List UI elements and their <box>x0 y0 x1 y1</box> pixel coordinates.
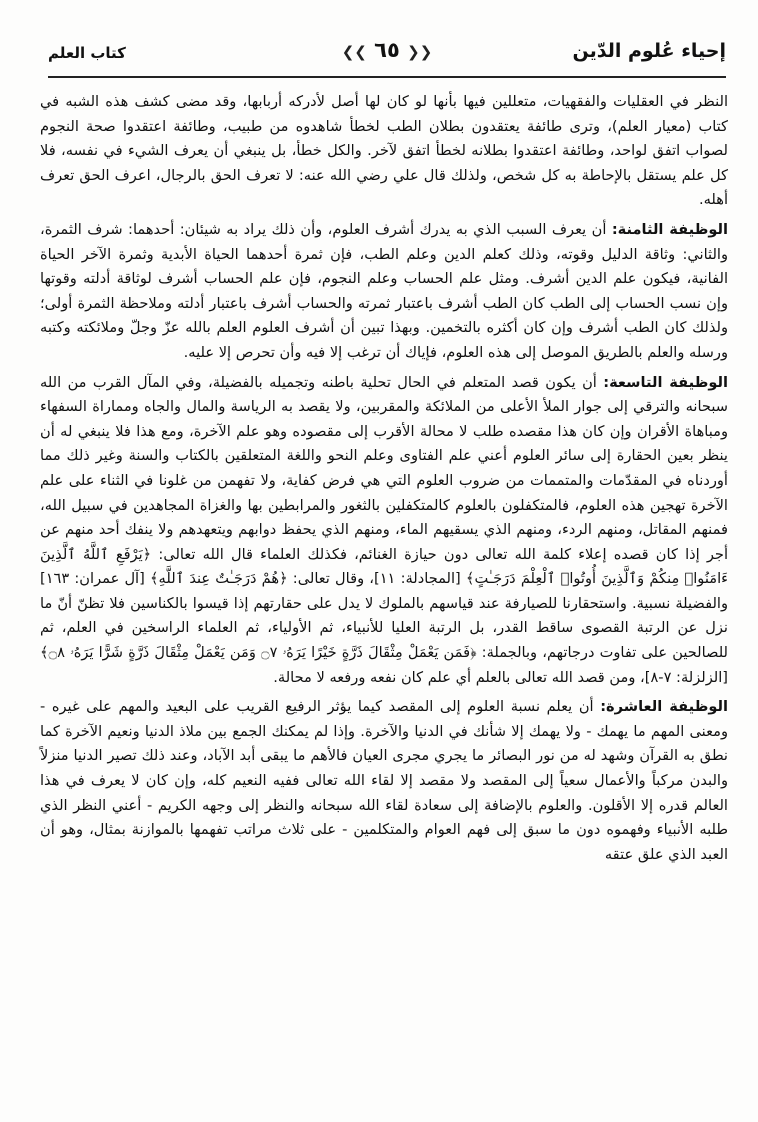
paragraph <box>40 695 728 867</box>
paragraph-text: أن يكون قصد المتعلم في الحال تحلية باطنه وتجميله بالفضيلة، وفي المآل القرب من الله سبحانه والترقي إلى جوار الملأ الأعلى من الملائكة والمقربين، ولا يقصد به الرياسة والمال والجاه ومماراة السفهاء ومباهاة الأقران وإن كان هذا مقصده طلب لا محالة الأقرب إلى مقصوده وهو علم الآخرة، ومع هذا فلا ينبغي له أن ينظر بعين الحقارة إلى سائر العلوم أعني علم الفتاوى وعلم النحو واللغة المتعلقين بالكتاب والسنة وغير ذلك مما أوردناه في المقدّمات والمتممات من ضروب العلوم التي هي فرض كفاية، ولا تفهمن من غلونا في الثناء على علم الآخرة تهجين هذه العلوم، فالمتكفلون بالعلوم كالمتكفلين بالثغور والمرابطين بها والغزاة المجاهدين في سبيل الله، فمنهم المقاتل، ومنهم الردء، ومنهم الذي يسقيهم الماء، ومنهم الذي يحفظ دوابهم ويتعهدهم ولا ينفك أحد منهم عن أجر إذا كان قصده إعلاء كلمة الله تعالى دون حيازة الغنائم، فكذلك العلماء قال الله تعالى: ﴿يَرْفَعِ ٱللَّهُ ٱلَّذِينَ ءَامَنُوا۟ مِنكُمْ وَٱلَّذِينَ أُوتُوا۟ ٱلْعِلْمَ دَرَجَـٰتٍ﴾ [المجادلة: ١١]، وقال تعالى: ﴿هُمْ دَرَجَـٰتٌ عِندَ ٱللَّهِ﴾ [آل عمران: ١٦٣] والفضيلة نسبية. واستحقارنا للصيارفة عند قياسهم بالملوك لا يدل على حقارتهم إذا قيسوا بالكناسين فلا تظنّ أنّ ما نزل عن الرتبة القصوى ساقط القدر، بل الرتبة العليا للأنبياء، ثم الأولياء، ثم العلماء الراسخين في العلم، ثم للصالحين على تفاوت درجاتهم، وبالجملة: ﴿فَمَن يَعْمَلْ مِثْقَالَ ذَرَّةٍ خَيْرًا يَرَهُۥ ۝٧ وَمَن يَعْمَلْ مِثْقَالَ ذَرَّةٍ شَرًّا يَرَهُۥ ۝٨﴾ [الزلزلة: ٧-٨]، ومن قصد الله تعالى بالعلم أي علم كان نفعه ورفعه لا محالة. <box>40 373 728 686</box>
ornament-right-icon: ❯❯ <box>407 43 433 61</box>
paragraph-text: أن يعلم نسبة العلوم إلى المقصد كيما يؤثر الرفيع القريب على البعيد والمهم على غيره - ومعنى المهم ما يهمك - ولا يهمك إلا شأنك في الدنيا والآخرة. وإذا لم يمكنك الجمع بين ملاذ الدنيا ونعيم الآخرة كما نطق به القرآن وشهد له من نور البصائر ما يجري مجرى العيان فالأهم ما يبقى أبد الآباد، وعند ذلك تصير الدنيا منزلاً والبدن مركباً والأعمال سعياً إلى المقصد ولا مقصد إلا لقاء الله تعالى ففيه النعيم كله، وإن كان لا يعرف في هذا العالم قدره إلا الأقلون. والعلوم بالإضافة إلى سعادة لقاء الله سبحانه والنظر إلى وجهه الكريم - أعني النظر الذي طلبه الأنبياء وفهموه دون ما سبق إلى فهم العوام والمتكلمين - على ثلاث مراتب تفهمها بالموازنة بمثال، وهو أن العبد الذي علق عتقه <box>40 698 728 863</box>
paragraph-lead: الوظيفة التاسعة: <box>603 373 728 391</box>
paragraph <box>40 218 728 366</box>
paragraph-text: أن يعرف السبب الذي به يدرك أشرف العلوم، وأن ذلك يراد به شيئان: أحدهما: شرف الثمرة، والثاني: وثاقة الدليل وقوته، وذلك كعلم الدين وعلم الطب، فإن ثمرة أحدهما الحياة الأبدية وثمرة الآخر الحياة الفانية، فيكون علم الدين أشرف. ومثل علم الحساب وعلم النجوم، فإن علم الحساب أشرف لوثاقة أدلته وقوتها وإن نسب الحساب إلى الطب كان الطب أشرف باعتبار ثمرته والحساب أشرف باعتبار أدلته وملاحظة الثمرة أولى؛ ولذلك كان الطب أشرف وإن كان أكثره بالتخمين. وبهذا تبين أن أشرف العلوم العلم بالله عزّ وجلّ وملائكته وكتبه ورسله والعلم بالطريق الموصل إلى هذه العلوم، فإياك أن ترغب إلا فيه وأن تحرص إلا عليه. <box>40 220 728 361</box>
paragraph <box>40 90 728 213</box>
text-body <box>40 90 728 867</box>
book-title: إحياء عُلوم الدّين <box>572 40 726 62</box>
paragraph-lead: الوظيفة الثامنة: <box>611 220 728 238</box>
page-number: ٦٥ <box>374 38 400 62</box>
chapter-title: كتاب العلم <box>48 44 126 62</box>
paragraph <box>40 371 728 691</box>
ornament-left-icon: ❮❮ <box>341 43 367 61</box>
header-rule <box>48 76 726 78</box>
paragraph-lead: الوظيفة العاشرة: <box>600 698 728 716</box>
paragraph-text: النظر في العقليات والفقهيات، متعللين فيها بأنها لو كان لها أصل لأدركه أربابها، وقد مضى كشف هذه الشبه في كتاب (معيار العلم)، وترى طائفة يعتقدون بطلان الطب لخطأ شاهدوه من طبيب، وطائفة اعتقدوا صحة النجوم لصواب اتفق لواحد، وطائفة اعتقدوا بطلانه لخطأ اتفق لآخر. والكل خطأ، بل ينبغي أن يعرف الشيء في نفسه، فلا كل علم يستقل بالإحاطة به كل شخص، ولذلك قال علي رضي الله عنه: لا تعرف الحق بالرجال، اعرف الحق تعرف أهله. <box>40 93 728 209</box>
page-number-box <box>342 38 433 62</box>
